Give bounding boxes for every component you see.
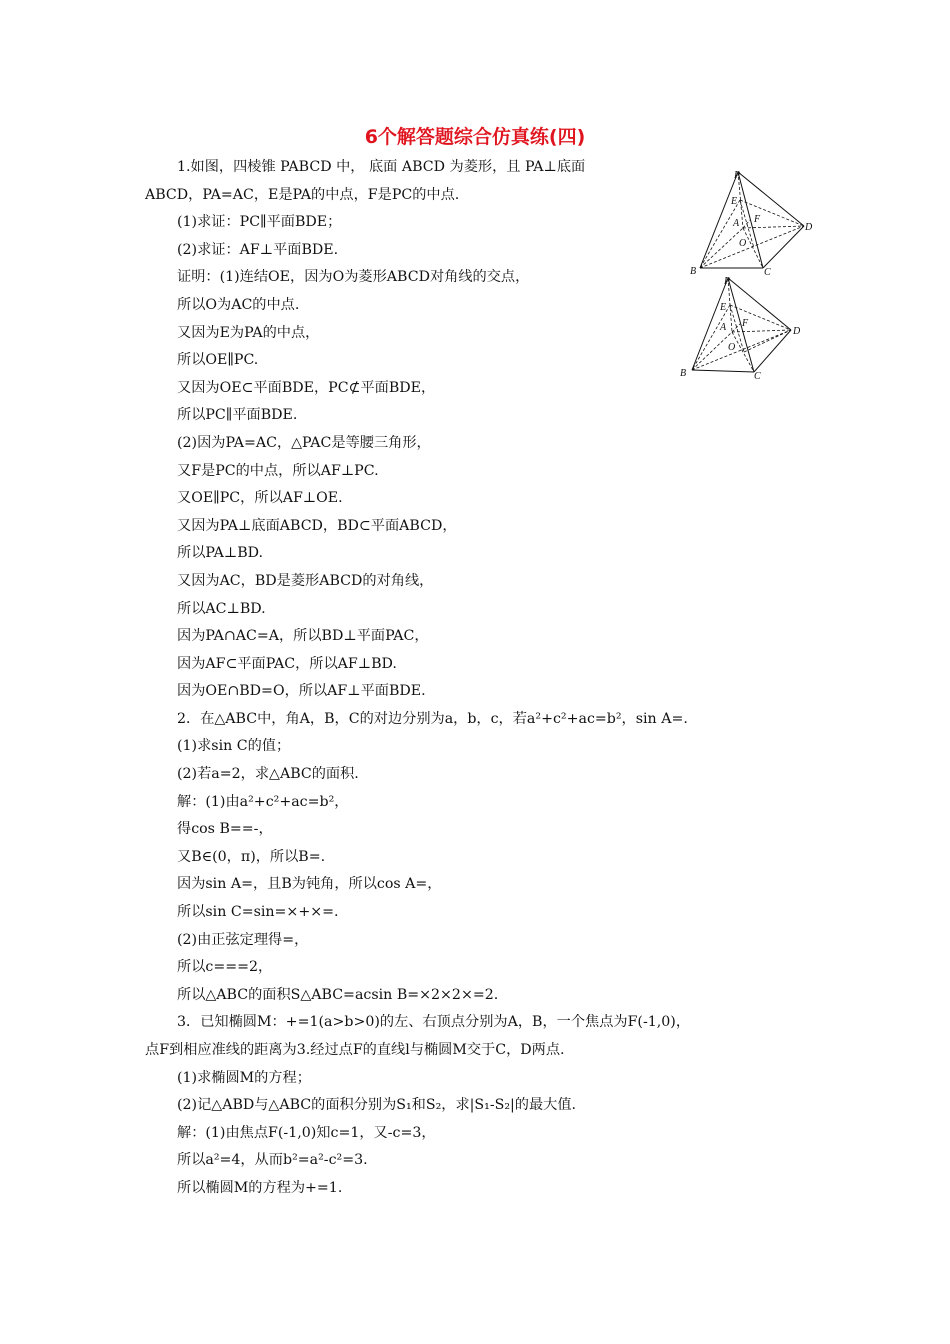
fig1-label-d: D <box>805 222 813 233</box>
fig2-label-p: P <box>724 276 731 287</box>
fig2-label-f: F <box>742 318 749 329</box>
text-line: (2)因为PA=AC，△PAC是等腰三角形， <box>177 434 431 451</box>
text-line: 所以OE∥PC. <box>177 352 259 369</box>
text-line: 因为sin A=，且B为钝角，所以cos A=， <box>177 876 442 893</box>
fig1-label-e: E <box>731 196 738 207</box>
text-line: 因为AF⊂平面PAC，所以AF⊥BD. <box>177 655 397 672</box>
fig2-label-a: A <box>720 322 727 333</box>
fig1-label-a: A <box>733 218 740 229</box>
pyramid-figure-2 <box>678 272 808 384</box>
fig1-label-f: F <box>754 214 761 225</box>
text-line: 又F是PC的中点，所以AF⊥PC. <box>177 462 379 479</box>
text-line: 所以O为AC的中点. <box>177 296 300 313</box>
fig1-label-b: B <box>690 266 697 277</box>
text-line: 因为OE∩BD=O，所以AF⊥平面BDE. <box>177 683 426 700</box>
text-line: 所以△ABC的面积S△ABC=acsin B=×2×2×=2. <box>177 986 499 1003</box>
text-line: 2．在△ABC中，角A，B，C的对边分别为a，b，c，若a²+c²+ac=b²，sin A=. <box>177 710 688 727</box>
fig2-label-c: C <box>754 371 761 382</box>
text-line: 点F到相应准线的距离为3.经过点F的直线l与椭圆M交于C，D两点. <box>145 1042 565 1058</box>
text-line: (2)若a=2，求△ABC的面积. <box>177 766 359 783</box>
text-line: 又OE∥PC，所以AF⊥OE. <box>177 490 343 507</box>
page-title: 6个解答题综合仿真练(四) <box>364 126 586 148</box>
text-line: 因为PA∩AC=A，所以BD⊥平面PAC， <box>177 628 429 645</box>
text-line: 所以a²=4，从而b²=a²-c²=3. <box>177 1152 368 1169</box>
text-line: (2)求证：AF⊥平面BDE. <box>177 241 339 258</box>
fig2-label-b: B <box>680 368 687 379</box>
text-line: 1.如图，四棱锥 PABCD 中， 底面 ABCD 为菱形，且 PA⊥底面 <box>177 159 586 175</box>
text-line: 所以c===2， <box>177 959 273 976</box>
text-line: 所以sin C=sin=×+×=. <box>177 904 339 921</box>
text-line: 所以AC⊥BD. <box>177 600 266 617</box>
fig2-label-o: O <box>728 342 736 353</box>
text-line: 又因为AC，BD是菱形ABCD的对角线， <box>177 572 434 589</box>
text-line: 又因为PA⊥底面ABCD，BD⊂平面ABCD， <box>177 517 457 534</box>
text-line: 又因为E为PA的中点， <box>177 324 320 341</box>
text-line: 得cos B==-， <box>177 821 273 838</box>
fig1-label-p: P <box>734 170 741 181</box>
fig1-label-c: C <box>764 267 771 278</box>
text-line: ABCD，PA=AC，E是PA的中点，F是PC的中点. <box>145 186 460 203</box>
fig2-label-d: D <box>793 326 801 337</box>
text-line: (1)求sin C的值； <box>177 738 291 755</box>
pyramid-figure-1 <box>688 166 818 278</box>
text-line: 所以椭圆M的方程为+=1. <box>177 1179 343 1196</box>
fig2-label-e: E <box>720 302 727 313</box>
text-line: 所以PA⊥BD. <box>177 545 264 562</box>
text-line: 又因为OE⊂平面BDE，PC⊄平面BDE， <box>177 379 436 396</box>
text-line: 又B∈(0，π)，所以B=. <box>177 848 326 865</box>
text-line: 解：(1)由a²+c²+ac=b²， <box>177 793 349 810</box>
text-line: 证明：(1)连结OE，因为O为菱形ABCD对角线的交点， <box>177 269 530 286</box>
text-line: 3．已知椭圆M：+=1(a>b>0)的左、右顶点分别为A，B，一个焦点为F(-1,0)， <box>177 1014 691 1031</box>
text-line: (1)求椭圆M的方程； <box>177 1069 311 1086</box>
text-line: (2)由正弦定理得=， <box>177 931 309 948</box>
text-line: (1)求证：PC∥平面BDE； <box>177 214 342 231</box>
fig1-label-o: O <box>739 238 747 249</box>
text-line: 所以PC∥平面BDE. <box>177 407 298 424</box>
text-line: 解：(1)由焦点F(-1,0)知c=1，又-c=3， <box>177 1124 436 1141</box>
text-line: (2)记△ABD与△ABC的面积分别为S₁和S₂，求|S₁-S₂|的最大值. <box>177 1097 577 1114</box>
